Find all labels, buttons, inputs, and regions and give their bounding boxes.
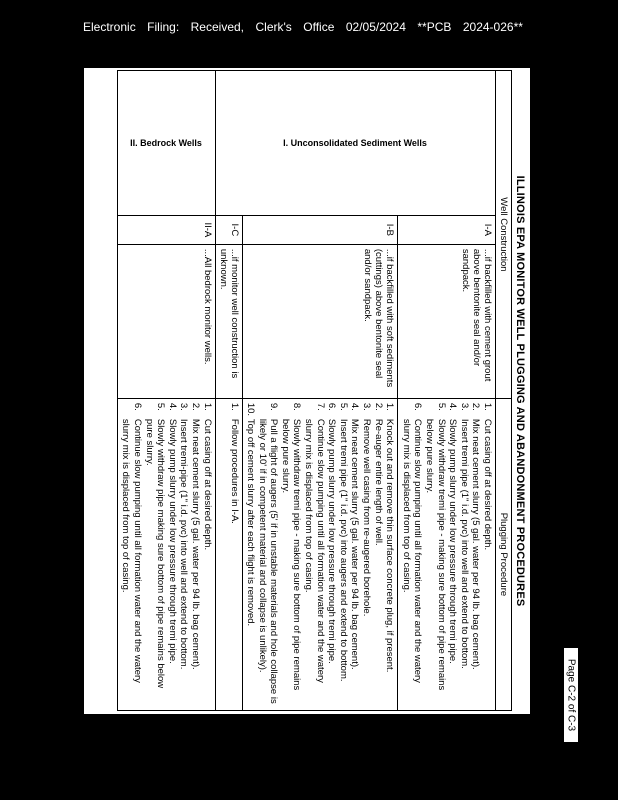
step-text: Remove well casing from re-augered borehole. (361, 418, 373, 617)
procedures-table (117, 70, 512, 711)
procedure-cell (398, 398, 496, 710)
procedure-step (303, 403, 326, 706)
step-number: 7. (314, 402, 326, 411)
step-number: 10. (245, 402, 257, 417)
step-number: 6. (326, 402, 338, 411)
procedure-cell (215, 398, 242, 710)
filing-stamp-header (83, 20, 523, 34)
step-text: Insert tremi pipe (1" i.d. pvc) into augers and extend to bottom. (337, 418, 349, 682)
header-well-construction: Well Construction (496, 71, 512, 399)
procedure-steps (228, 403, 240, 706)
procedure-cell (117, 398, 215, 710)
step-text: Slowly pump slurry under low pressure through tremi pipe. (447, 418, 459, 664)
procedure-step (120, 403, 143, 706)
procedure-steps (120, 403, 213, 706)
step-text: Slowly pump slurry under low pressure through tremi pipe. (166, 418, 178, 664)
table-row (117, 71, 215, 711)
step-text: Continue slow pumping until all formation water and the watery slurry mix is displaced from top of casing. (303, 418, 326, 683)
step-text: Top off cement slurry after each flight is removed. (245, 418, 257, 627)
procedure-step (337, 403, 349, 706)
procedure-step (384, 403, 396, 706)
procedure-step (447, 403, 459, 706)
step-number: 8. (291, 402, 303, 411)
step-text: Mix neat cement slurry (5 gal. water per 94 lb. bag cement). (349, 418, 361, 670)
well-code: II-A (117, 215, 215, 244)
well-condition: ...if backfilled with cement grout above bentonite seal and/or sandpack. (398, 244, 496, 398)
procedure-step (470, 403, 482, 706)
step-number: 9. (268, 402, 280, 411)
page-number: Page C-2 of C-3 (565, 658, 577, 732)
table-row (398, 71, 496, 711)
group-label-bedrock (117, 71, 215, 216)
header-word: Clerk's (255, 20, 292, 34)
table-header-row (496, 71, 512, 711)
step-number: 5. (155, 402, 167, 411)
procedure-step (279, 403, 302, 706)
header-plugging-procedure: Plugging Procedure (496, 398, 512, 710)
step-number: 6. (131, 402, 143, 411)
step-number: 2. (372, 402, 384, 411)
well-condition: ...if backfilled with soft sediments (cuttings) above bentonite seal and/or sandpack. (242, 244, 398, 398)
well-code: I-A (398, 215, 496, 244)
step-number: 2. (189, 402, 201, 411)
step-number: 1. (228, 402, 240, 411)
page-number-tab (564, 648, 578, 742)
step-number: 1. (201, 402, 213, 411)
step-number: 6. (412, 402, 424, 411)
header-word: 02/05/2024 (345, 20, 406, 34)
step-text: Re-auger entire length of well. (372, 418, 384, 546)
step-number: 1. (384, 402, 396, 411)
document-title: ILLINOIS EPA MONITOR WELL PLUGGING AND ABANDONMENT PROCEDURES (514, 175, 526, 607)
group-label-text: II. Bedrock Wells (130, 137, 203, 148)
step-text: Continue slow pumping until all formation water and the watery slurry mix is displaced from top of casing. (120, 418, 143, 683)
step-number: 4. (349, 402, 361, 411)
step-number: 2. (470, 402, 482, 411)
step-text: Cut casing off at desired depth. (482, 418, 493, 551)
well-code: I-B (242, 215, 398, 244)
procedure-step (256, 403, 279, 706)
procedure-steps (400, 403, 493, 706)
step-text: Slowly withdraw tremi pipe - making sure bottom of pipe remains below pure slurry. (279, 418, 303, 691)
procedure-step (481, 403, 493, 706)
header-word: 2024-026** (462, 20, 523, 34)
procedure-step (400, 403, 423, 706)
step-number: 3. (361, 402, 373, 411)
procedure-step (423, 403, 446, 706)
header-word: Office (303, 20, 335, 34)
step-number: 4. (166, 402, 178, 411)
table-body (117, 71, 495, 711)
header-word: Received, (190, 20, 245, 34)
step-text: Slowly withdraw pipe making sure bottom of pipe remains below pure slurry. (143, 418, 167, 689)
procedure-step (372, 403, 384, 706)
step-text: Continue slow pumping until all formation water and the watery slurry mix is displaced from top of casing. (400, 418, 424, 683)
procedure-steps (245, 403, 396, 706)
step-number: 1. (482, 402, 493, 411)
step-text: Follow procedures in I-A. (228, 418, 240, 524)
procedure-step (349, 403, 361, 706)
procedure-step (360, 403, 372, 706)
step-number: 5. (435, 402, 447, 411)
procedure-step (245, 403, 257, 706)
procedure-step (326, 403, 338, 706)
step-text: Pull a flight of augers (5' if in unstable materials and hole collapse is likely or 10' if in competent material and collapse is unlikely). (256, 418, 280, 704)
procedure-step (166, 403, 178, 706)
procedure-cell (242, 398, 398, 710)
document-page (84, 68, 530, 714)
step-text: Insert tremi pipe (1" i.d. pvc) into well and extend to bottom. (458, 418, 470, 669)
procedure-step (458, 403, 470, 706)
header-word: Filing: (147, 20, 180, 34)
step-number: 3. (178, 402, 190, 411)
step-text: Insert tremi-pipe (1" i.d. pvc) into well and extend to bottom. (178, 418, 190, 670)
well-condition: ...All bedrock monitor wells. (117, 244, 215, 398)
header-word: **PCB (417, 20, 452, 34)
step-text: Slowly pump slurry under low pressure through tremi pipe. (326, 418, 338, 664)
step-number: 3. (458, 402, 470, 411)
procedure-step (143, 403, 166, 706)
well-condition: ...if monitor well construction is unknown. (215, 244, 242, 398)
procedure-step (201, 403, 213, 706)
step-text: Cut casing off at desired depth. (201, 418, 213, 551)
rotated-content (84, 68, 530, 714)
step-number: 4. (447, 402, 459, 411)
header-word: Electronic (83, 20, 136, 34)
step-number: 5. (337, 402, 349, 411)
group-label-text: I. Unconsolidated Sediment Wells (283, 137, 428, 148)
well-code: I-C (215, 215, 242, 244)
procedure-step (178, 403, 190, 706)
step-text: Mix neat cement slurry (5 gal. water per 94 lb. bag cement). (189, 418, 201, 670)
group-label-unconsolidated (215, 71, 495, 216)
procedure-step (189, 403, 201, 706)
step-text: Slowly withdraw tremi pipe - making sure bottom of pipe remains below pure slurry. (424, 418, 447, 691)
step-text: Mix neat cement slurry (5 gal. water per 94 lb. bag cement). (470, 418, 482, 670)
step-text: Knock out and remove thin surface concrete plug, if present. (384, 418, 396, 673)
procedure-step (228, 403, 240, 706)
